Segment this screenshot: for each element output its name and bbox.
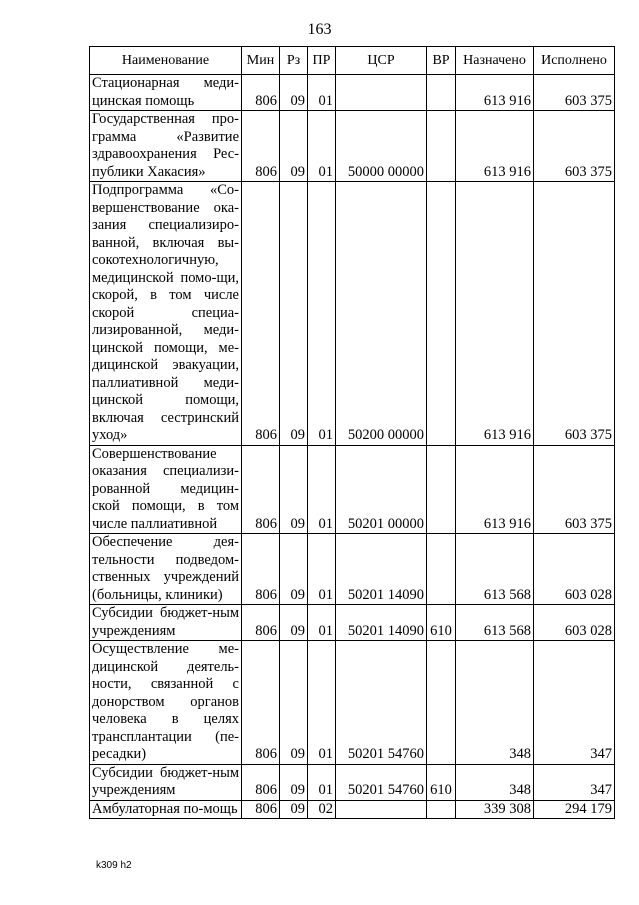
cell-executed: 603 375 <box>534 182 615 446</box>
table-row <box>90 75 615 111</box>
cell-name: Осуществление ме-дицинской деятель-ности, связанной с донорством органов человека в целях трансплантации (пе-ресадки) <box>90 641 242 765</box>
cell-pr: 01 <box>308 534 336 605</box>
cell-executed: 347 <box>534 641 615 765</box>
cell-pr: 01 <box>308 111 336 182</box>
table-row <box>90 641 615 765</box>
cell-min: 806 <box>242 111 280 182</box>
cell-pr: 02 <box>308 800 336 819</box>
cell-csr: 50201 54760 <box>336 764 427 800</box>
column-header-name: Наименование <box>90 47 242 75</box>
cell-assigned: 339 308 <box>456 800 534 819</box>
cell-executed: 603 375 <box>534 445 615 534</box>
cell-vr <box>427 182 456 446</box>
cell-executed: 603 375 <box>534 111 615 182</box>
cell-pr: 01 <box>308 641 336 765</box>
cell-vr <box>427 75 456 111</box>
cell-vr: 610 <box>427 605 456 641</box>
footer-code: k309 h2 <box>96 860 132 871</box>
cell-assigned: 613 568 <box>456 605 534 641</box>
cell-min: 806 <box>242 75 280 111</box>
table-row <box>90 800 615 819</box>
cell-min: 806 <box>242 182 280 446</box>
cell-pr: 01 <box>308 605 336 641</box>
cell-min: 806 <box>242 800 280 819</box>
cell-csr: 50201 14090 <box>336 534 427 605</box>
cell-csr: 50201 54760 <box>336 641 427 765</box>
cell-rz: 09 <box>280 641 308 765</box>
table-row <box>90 764 615 800</box>
cell-executed: 603 028 <box>534 605 615 641</box>
cell-rz: 09 <box>280 800 308 819</box>
cell-name: Совершенствование оказания специализи-рованной медицин-ской помощи, в том числе паллиативной <box>90 445 242 534</box>
cell-vr <box>427 445 456 534</box>
column-header-vr: ВР <box>427 47 456 75</box>
table-row <box>90 445 615 534</box>
cell-name: Субсидии бюджет-ным учреждениям <box>90 605 242 641</box>
cell-rz: 09 <box>280 764 308 800</box>
budget-table <box>89 46 615 819</box>
cell-name: Подпрограмма «Со-вершенствование ока-зания специализиро-ванной, включая вы-сокотехнологичную, медицинской помо-щи, скорой, в том числе скорой специа-лизированной, меди-цинской помощи, ме-дицинской эвакуации, паллиативной меди-цинской помощи, включая сестринский уход» <box>90 182 242 446</box>
cell-pr: 01 <box>308 445 336 534</box>
cell-executed: 603 028 <box>534 534 615 605</box>
table-body <box>90 75 615 819</box>
cell-csr: 50200 00000 <box>336 182 427 446</box>
cell-vr <box>427 800 456 819</box>
cell-assigned: 613 916 <box>456 182 534 446</box>
table-header-row <box>90 47 615 75</box>
cell-csr: 50201 14090 <box>336 605 427 641</box>
cell-name: Субсидии бюджет-ным учреждениям <box>90 764 242 800</box>
table-row <box>90 605 615 641</box>
cell-vr <box>427 111 456 182</box>
cell-name: Государственная про-грамма «Развитие здравоохранения Рес-публики Хакасия» <box>90 111 242 182</box>
cell-csr: 50201 00000 <box>336 445 427 534</box>
cell-assigned: 613 916 <box>456 111 534 182</box>
cell-pr: 01 <box>308 75 336 111</box>
cell-csr <box>336 800 427 819</box>
page-number: 163 <box>307 21 332 38</box>
cell-name: Амбулаторная по-мощь <box>90 800 242 819</box>
cell-pr: 01 <box>308 182 336 446</box>
cell-vr: 610 <box>427 764 456 800</box>
cell-vr <box>427 641 456 765</box>
cell-rz: 09 <box>280 182 308 446</box>
cell-name: Стационарная меди-цинская помощь <box>90 75 242 111</box>
cell-csr: 50000 00000 <box>336 111 427 182</box>
cell-name: Обеспечение дея-тельности подведом-ственных учреждений (больницы, клиники) <box>90 534 242 605</box>
cell-executed: 294 179 <box>534 800 615 819</box>
column-header-assigned: Назначено <box>456 47 534 75</box>
cell-assigned: 613 916 <box>456 445 534 534</box>
cell-min: 806 <box>242 605 280 641</box>
cell-rz: 09 <box>280 445 308 534</box>
cell-pr: 01 <box>308 764 336 800</box>
cell-assigned: 613 916 <box>456 75 534 111</box>
cell-min: 806 <box>242 764 280 800</box>
column-header-min: Мин <box>242 47 280 75</box>
column-header-csr: ЦСР <box>336 47 427 75</box>
cell-rz: 09 <box>280 534 308 605</box>
cell-vr <box>427 534 456 605</box>
cell-assigned: 613 568 <box>456 534 534 605</box>
cell-executed: 603 375 <box>534 75 615 111</box>
table-row <box>90 182 615 446</box>
cell-assigned: 348 <box>456 641 534 765</box>
cell-rz: 09 <box>280 605 308 641</box>
table-row <box>90 534 615 605</box>
cell-csr <box>336 75 427 111</box>
cell-min: 806 <box>242 534 280 605</box>
cell-executed: 347 <box>534 764 615 800</box>
cell-rz: 09 <box>280 75 308 111</box>
column-header-rz: Рз <box>280 47 308 75</box>
table-row <box>90 111 615 182</box>
column-header-executed: Исполнено <box>534 47 615 75</box>
column-header-pr: ПР <box>308 47 336 75</box>
cell-min: 806 <box>242 641 280 765</box>
cell-min: 806 <box>242 445 280 534</box>
cell-rz: 09 <box>280 111 308 182</box>
cell-assigned: 348 <box>456 764 534 800</box>
